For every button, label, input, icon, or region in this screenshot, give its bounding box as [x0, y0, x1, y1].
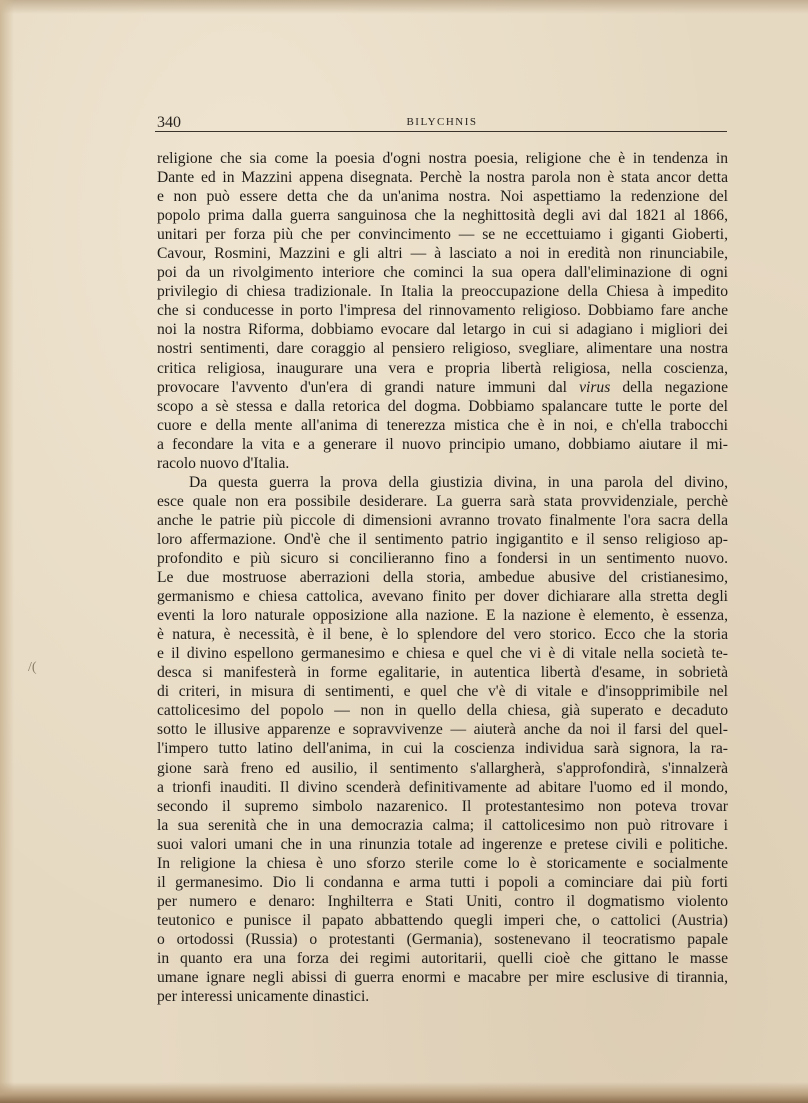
text-line: cuore e della mente all'anima di tenerezza mistica che è in noi, e ch'ella trabocchi	[157, 416, 728, 434]
margin-pencil-mark: /(	[28, 660, 37, 675]
text-line: profondito e più sicuro si concilieranno fino a fondersi in un sentimento nuovo.	[157, 549, 728, 567]
text-line: anche le patrie più piccole di dimensioni avranno trovato finalmente l'ora sacra della	[157, 511, 728, 529]
text-line: per numero e denaro: Inghilterra e Stati Uniti, contro il dogmatismo violento	[157, 892, 728, 910]
text-line: è natura, è necessità, è il bene, è lo splendore del vero storico. Ecco che la storia	[157, 626, 728, 644]
page-left-edge	[0, 0, 14, 1103]
text-line: il germanesimo. Dio li condanna e arma tutti i popoli a cominciare dai più forti	[157, 873, 728, 891]
text-line: la sua serenità che in una democrazia calma; il cattolicesimo non può ritrovare i	[157, 816, 728, 834]
page-header	[157, 112, 727, 136]
text-line: desca si manifesterà in forme egalitarie, in autentica libertà d'esame, in sobrietà	[157, 664, 728, 682]
text-line: che si conducesse in porto l'impresa del rinnovamento religioso. Dobbiamo fare anche	[157, 302, 728, 320]
text-line: l'impero tutto latino dell'anima, in cui la coscienza individua sarà signora, la ra-	[157, 740, 728, 758]
text-line: teutonico e punisce il papato abbattendo quegli imperi che, o cattolici (Austria)	[157, 911, 728, 929]
text-line: a trionfi inauditi. Il divino scenderà definitivamente ad abitare l'uomo ed il mondo,	[157, 778, 728, 796]
text-line: noi la nostra Riforma, dobbiamo evocare dal letargo in cui si adagiano i migliori dei	[157, 321, 728, 339]
running-head: BILYCHNIS	[406, 116, 478, 128]
text-line: provocare l'avvento d'un'era di grandi nature immuni dal virus della negazione	[157, 378, 728, 396]
page-bottom-edge	[0, 1082, 808, 1103]
text-line: privilegio di chiesa tradizionale. In Italia la preoccupazione della Chiesa à impedito	[157, 283, 728, 301]
text-line: Cavour, Rosmini, Mazzini e gli altri — à lasciato a noi in eredità non rinunciabile,	[157, 245, 728, 263]
text-line: e il divino espellono germanesimo e chiesa e quel che vi è di vitale nella società te-	[157, 645, 728, 663]
paragraph-2	[157, 473, 728, 1006]
text-line: Dante ed in Mazzini appena disegnata. Perchè la nostra parola non è stata ancor detta	[157, 169, 728, 187]
text-line: esce quale non era possibile desiderare. La guerra sarà stata provvidenziale, perchè	[157, 492, 728, 510]
page-number: 340	[157, 114, 181, 131]
italic-word: virus	[579, 378, 611, 396]
text-line: critica religiosa, inaugurare una vera e propria libertà religiosa, nella coscienza,	[157, 359, 728, 377]
text-line: o ortodossi (Russia) o protestanti (Germania), sostenevano il teocratismo papale	[157, 930, 728, 948]
text-line: sotto le illusive apparenze e sopravvivenze — aiuterà anche da noi il farsi del quel-	[157, 721, 728, 739]
text-line: cattolicesimo del popolo — non in quello della chiesa, già superato e decaduto	[157, 702, 728, 720]
text-line: in quanto era una forza dei regimi autoritarii, quelli cioè che gittano le masse	[157, 949, 728, 967]
text-line: gione sarà freno ed ausilio, il sentimento s'allargherà, s'approfondirà, s'innalzerà	[157, 759, 728, 777]
text-line: poi da un rivolgimento interiore che cominci la sua opera dall'eliminazione di ogni	[157, 264, 728, 282]
text-line: di criteri, in misura di sentimenti, e quel che v'è di vitale e d'insopprimibile nel	[157, 683, 728, 701]
text-line: popolo prima dalla guerra sanguinosa che la neghittosità degli avi dal 1821 al 1866,	[157, 207, 728, 225]
text-line: secondo il supremo simbolo nazarenico. Il protestantesimo non poteva trovar	[157, 797, 728, 815]
text-line: e non può essere detta che da un'anima nostra. Noi aspettiamo la redenzione del	[157, 188, 728, 206]
text-line: per interessi unicamente dinastici.	[157, 988, 370, 1006]
paragraph-1	[157, 149, 728, 473]
header-rule	[155, 131, 727, 132]
text-line: Le due mostruose aberrazioni della storia, ambedue abusive del cristianesimo,	[157, 569, 728, 587]
text-line: racolo nuovo d'Italia.	[157, 454, 290, 472]
text-line: religione che sia come la poesia d'ogni nostra poesia, religione che è in tendenza in	[157, 150, 728, 167]
text-line: umane ignare negli abissi di guerra enormi e macabre per mire esclusive di tirannia,	[157, 969, 728, 987]
text-line: eventi la loro naturale opposizione alla nazione. E la nazione è elemento, è essenza,	[157, 607, 728, 625]
text-line: In religione la chiesa è uno sforzo sterile come lo è storicamente e socialmente	[157, 854, 728, 872]
text-line: suoi valori umani che in una rinunzia totale ad ingerenze e pretese civili e politiche.	[157, 835, 728, 853]
text-line: a fecondare la vita e a generare il nuovo principio umano, dobbiamo aiutare il mi-	[157, 435, 728, 453]
text-line: Da questa guerra la prova della giustizia divina, in una parola del divino,	[189, 473, 728, 491]
text-line: loro affermazione. Ond'è che il sentimento patrio ingigantito e il senso religioso ap-	[157, 530, 728, 548]
text-line: scopo a sè stessa e dalla retorica del dogma. Dobbiamo spalancare tutte le porte del	[157, 397, 728, 415]
text-line: unitari per forza più che per convincimento — se ne eccettuiamo i giganti Gioberti,	[157, 226, 728, 244]
body-text	[157, 149, 728, 1006]
page-top-edge	[0, 0, 808, 14]
text-line: germanismo e chiesa cattolica, avevano finito per dover dichiarare alla stretta degli	[157, 588, 728, 606]
text-line: nostri sentimenti, dare coraggio al pensiero religioso, svegliare, alimentare una nostra	[157, 340, 728, 358]
